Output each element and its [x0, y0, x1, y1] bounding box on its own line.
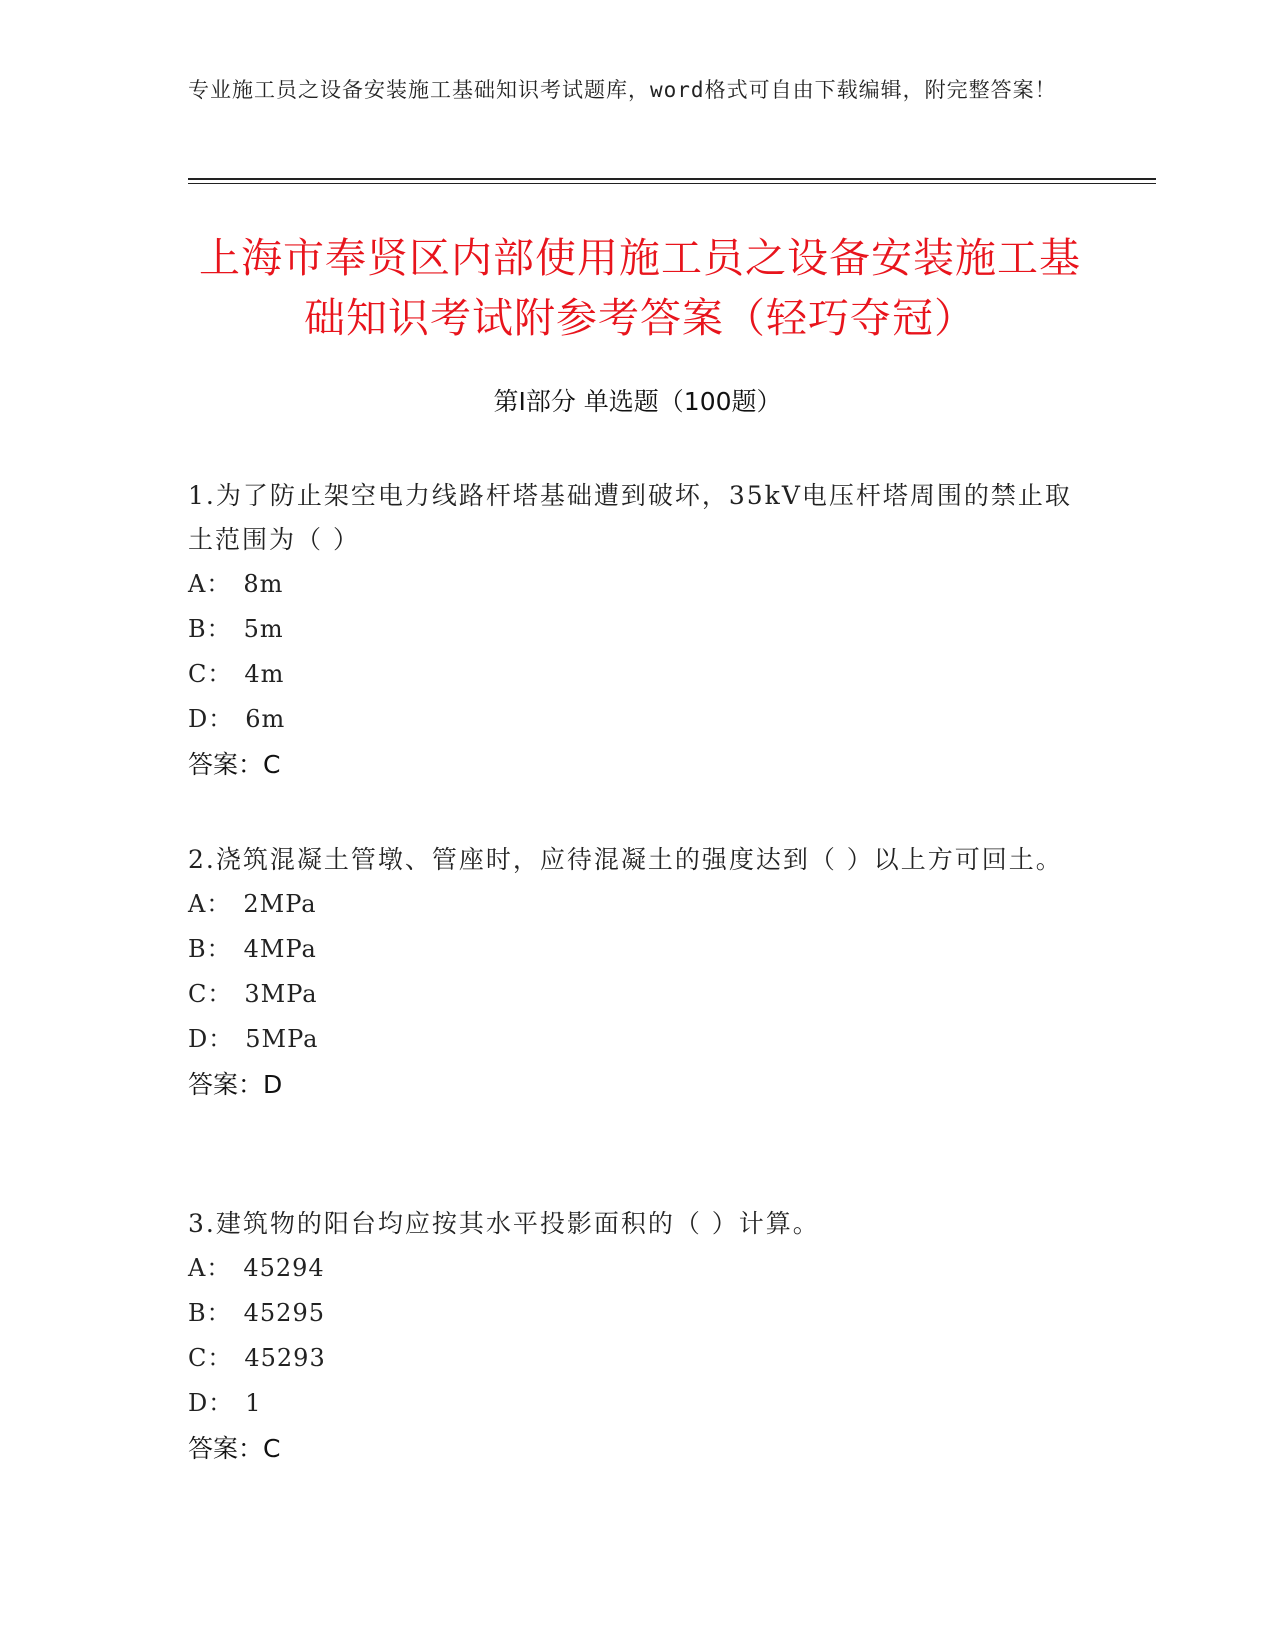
option-letter: C： — [188, 1344, 233, 1372]
option-letter: A： — [188, 890, 232, 918]
option-text: 5m — [243, 615, 284, 643]
option-letter: B： — [188, 935, 232, 963]
option-c — [188, 652, 1088, 697]
section-title: 第Ⅰ部分 单选题（100题） — [493, 387, 782, 416]
option-text: 8m — [243, 570, 284, 598]
header-divider-thick — [188, 178, 1156, 180]
option-letter: A： — [188, 1254, 232, 1282]
question-stem: 3.建筑物的阳台均应按其水平投影面积的（ ）计算。 — [188, 1209, 820, 1238]
option-d — [188, 1017, 1088, 1062]
question-2 — [188, 838, 1088, 1107]
document-title: 上海市奉贤区内部使用施工员之设备安装施工基础知识考试附参考答案（轻巧夺冠） — [199, 234, 1081, 342]
question-stem: 2.浇筑混凝土管墩、管座时，应待混凝土的强度达到（ ）以上方可回土。 — [188, 845, 1063, 874]
option-letter: B： — [188, 615, 232, 643]
option-letter: C： — [188, 980, 233, 1008]
option-letter: B： — [188, 1299, 232, 1327]
option-a — [188, 1246, 1088, 1291]
option-text: 2MPa — [243, 890, 317, 918]
option-d — [188, 697, 1088, 742]
question-3 — [188, 1202, 1088, 1471]
answer-line: 答案：C — [188, 750, 281, 779]
option-text: 45293 — [244, 1344, 326, 1372]
option-text: 6m — [245, 705, 286, 733]
option-a — [188, 882, 1088, 927]
option-text: 5MPa — [245, 1025, 319, 1053]
header-note: 专业施工员之设备安装施工基础知识考试题库，word格式可自由下载编辑，附完整答案！ — [188, 78, 1057, 102]
option-b — [188, 927, 1088, 972]
option-letter: D： — [188, 1389, 234, 1417]
option-c — [188, 972, 1088, 1017]
option-a — [188, 562, 1088, 607]
answer-line: 答案：C — [188, 1434, 281, 1463]
option-text: 4m — [244, 660, 285, 688]
question-stem: 1.为了防止架空电力线路杆塔基础遭到破坏，35kV电压杆塔周围的禁止取土范围为（ ） — [188, 481, 1072, 554]
option-b — [188, 1291, 1088, 1336]
option-text: 1 — [245, 1389, 262, 1417]
option-letter: D： — [188, 705, 234, 733]
option-text: 3MPa — [244, 980, 318, 1008]
option-text: 4MPa — [243, 935, 317, 963]
option-text: 45295 — [243, 1299, 325, 1327]
option-b — [188, 607, 1088, 652]
question-1 — [188, 474, 1088, 787]
option-text: 45294 — [243, 1254, 325, 1282]
option-letter: A： — [188, 570, 232, 598]
answer-line: 答案：D — [188, 1070, 283, 1099]
option-d — [188, 1381, 1088, 1426]
header-divider-thin — [188, 183, 1156, 184]
option-c — [188, 1336, 1088, 1381]
option-letter: D： — [188, 1025, 234, 1053]
option-letter: C： — [188, 660, 233, 688]
